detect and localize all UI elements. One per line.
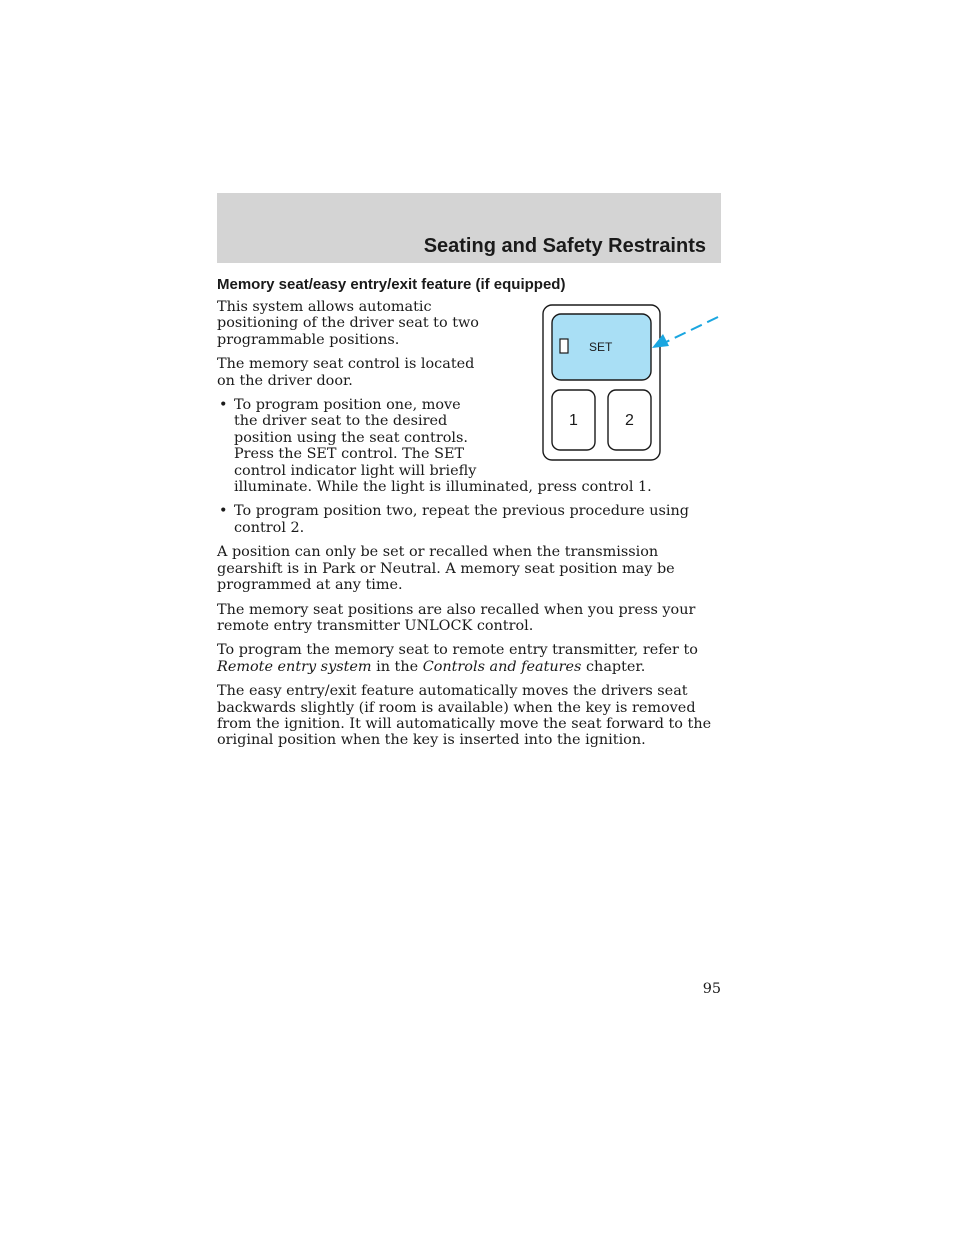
bullet-line: control indicator light will briefly xyxy=(234,462,477,479)
paragraph-location: The memory seat control is located on the driver door. xyxy=(217,356,475,389)
set-label: SET xyxy=(589,340,613,354)
paragraph-gearshift: A position can only be set or recalled when the transmission gearshift is in Park or Neutral. A memory seat position may be programmed at any time. xyxy=(217,544,675,594)
reference-controls-features: Controls and features xyxy=(422,658,582,675)
bullet-line: position using the seat controls. xyxy=(234,429,468,446)
pointer-arrow-line xyxy=(664,317,718,343)
paragraph-easy-entry: The easy entry/exit feature automatically moves the drivers seat backwards slightly (if room is available) when the key is removed from the ignition. It will automatically move the seat forward to the original position when the key is inserted into the ignition. xyxy=(217,683,712,749)
memory-button-2-label: 2 xyxy=(625,412,634,429)
paragraph-remote-program xyxy=(217,642,722,675)
paragraph-remote-recall: The memory seat positions are also recalled when you press your remote entry transmitter UNLOCK control. xyxy=(217,601,696,634)
bullet-dot: • xyxy=(219,397,228,414)
bullet-line: Press the SET control. The SET xyxy=(234,446,465,463)
bullet-line: To program position one, move xyxy=(234,397,461,414)
text-segment: To program the memory seat to remote entry transmitter, refer to xyxy=(217,642,698,659)
reference-remote-entry: Remote entry system xyxy=(217,658,372,675)
section-heading: Memory seat/easy entry/exit feature (if equipped) xyxy=(217,276,566,293)
bullet-program-two xyxy=(217,503,722,536)
header-band xyxy=(217,193,721,263)
indicator-light-icon xyxy=(560,339,568,353)
bullet-line: illuminate. While the light is illuminated, press control 1. xyxy=(234,479,652,496)
page-title: Seating and Safety Restraints xyxy=(423,235,706,257)
paragraph-intro: This system allows automatic positioning of the driver seat to two programmable positions. xyxy=(217,299,479,348)
bullet-text: To program position two, repeat the previous procedure using control 2. xyxy=(234,503,689,536)
memory-button-1-label: 1 xyxy=(569,412,578,429)
text-segment: in the xyxy=(371,658,423,675)
page-number: 95 xyxy=(702,981,721,997)
text-segment: chapter. xyxy=(581,658,646,675)
bullet-dot: • xyxy=(219,503,228,520)
memory-seat-control-diagram xyxy=(538,303,728,463)
bullet-line: the driver seat to the desired xyxy=(234,413,448,430)
